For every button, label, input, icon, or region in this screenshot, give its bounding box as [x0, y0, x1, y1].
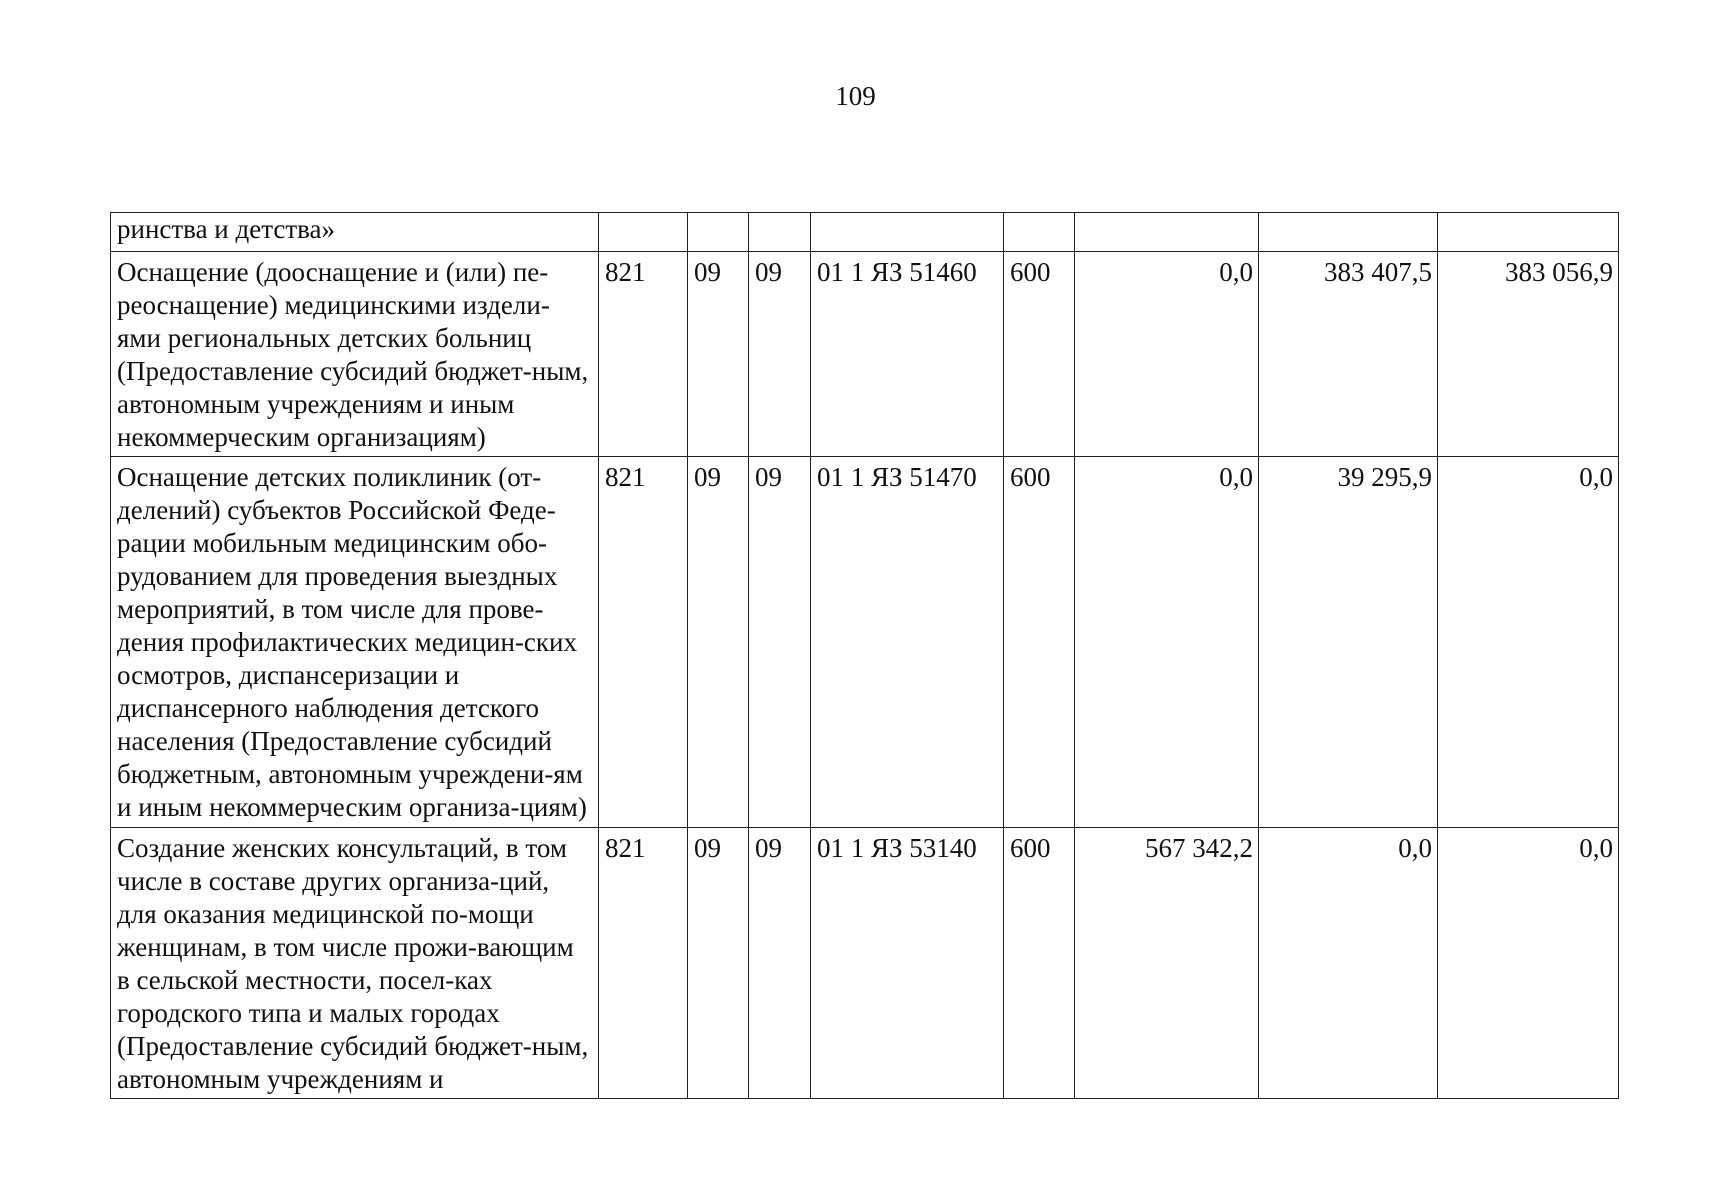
cell-target-article: 01 1 ЯЗ 51470	[811, 457, 1004, 828]
table-row	[111, 252, 1619, 457]
cell-target-article: 01 1 ЯЗ 53140	[811, 828, 1004, 1099]
budget-table	[110, 212, 1619, 1099]
table-row	[111, 457, 1619, 828]
cell-empty	[749, 213, 811, 252]
cell-ministry: 821	[599, 252, 688, 457]
cell-expense-type: 600	[1004, 252, 1075, 457]
cell-section: 09	[688, 828, 749, 1099]
cell-expense-type: 600	[1004, 457, 1075, 828]
cell-amount-1: 567 342,2	[1075, 828, 1259, 1099]
cell-amount-2: 383 407,5	[1259, 252, 1438, 457]
cell-amount-1: 0,0	[1075, 252, 1259, 457]
cell-subsection: 09	[749, 252, 811, 457]
cell-empty	[688, 213, 749, 252]
cell-subsection: 09	[749, 457, 811, 828]
cell-subsection: 09	[749, 828, 811, 1099]
cell-amount-3: 383 056,9	[1438, 252, 1619, 457]
cell-amount-3: 0,0	[1438, 828, 1619, 1099]
cell-empty	[1075, 213, 1259, 252]
table-row	[111, 828, 1619, 1099]
page-number: 109	[835, 81, 876, 111]
cell-name: Оснащение (дооснащение и (или) пе-реоснащение) медицинскими издели-ями региональных детских больниц (Предоставление субсидий бюджет-ным, автономным учреждениям и иным некоммерческим организациям)	[111, 252, 599, 457]
table-row-continuation	[111, 213, 1619, 252]
cell-empty	[1259, 213, 1438, 252]
cell-empty	[599, 213, 688, 252]
cell-amount-3: 0,0	[1438, 457, 1619, 828]
cell-empty	[1004, 213, 1075, 252]
cell-name: Оснащение детских поликлиник (от-делений) субъектов Российской Феде-рации мобильным медицинским обо-рудованием для проведения выездных мероприятий, в том числе для прове-дения профилактических медицин-ских осмотров, диспансеризации и диспансерного наблюдения детского населения (Предоставление субсидий бюджетным, автономным учреждени-ям и иным некоммерческим организа-циям)	[111, 457, 599, 828]
cell-amount-2: 0,0	[1259, 828, 1438, 1099]
cell-empty	[1438, 213, 1619, 252]
cell-amount-1: 0,0	[1075, 457, 1259, 828]
cell-name: Создание женских консультаций, в том числе в составе других организа-ций, для оказания медицинской по-мощи женщинам, в том числе прожи-вающим в сельской местности, посел-ках городского типа и малых городах (Предоставление субсидий бюджет-ным, автономным учреждениям и	[111, 828, 599, 1099]
cell-name: ринства и детства»	[111, 213, 599, 252]
cell-empty	[811, 213, 1004, 252]
cell-section: 09	[688, 457, 749, 828]
cell-target-article: 01 1 ЯЗ 51460	[811, 252, 1004, 457]
cell-ministry: 821	[599, 457, 688, 828]
cell-amount-2: 39 295,9	[1259, 457, 1438, 828]
cell-ministry: 821	[599, 828, 688, 1099]
cell-expense-type: 600	[1004, 828, 1075, 1099]
cell-section: 09	[688, 252, 749, 457]
